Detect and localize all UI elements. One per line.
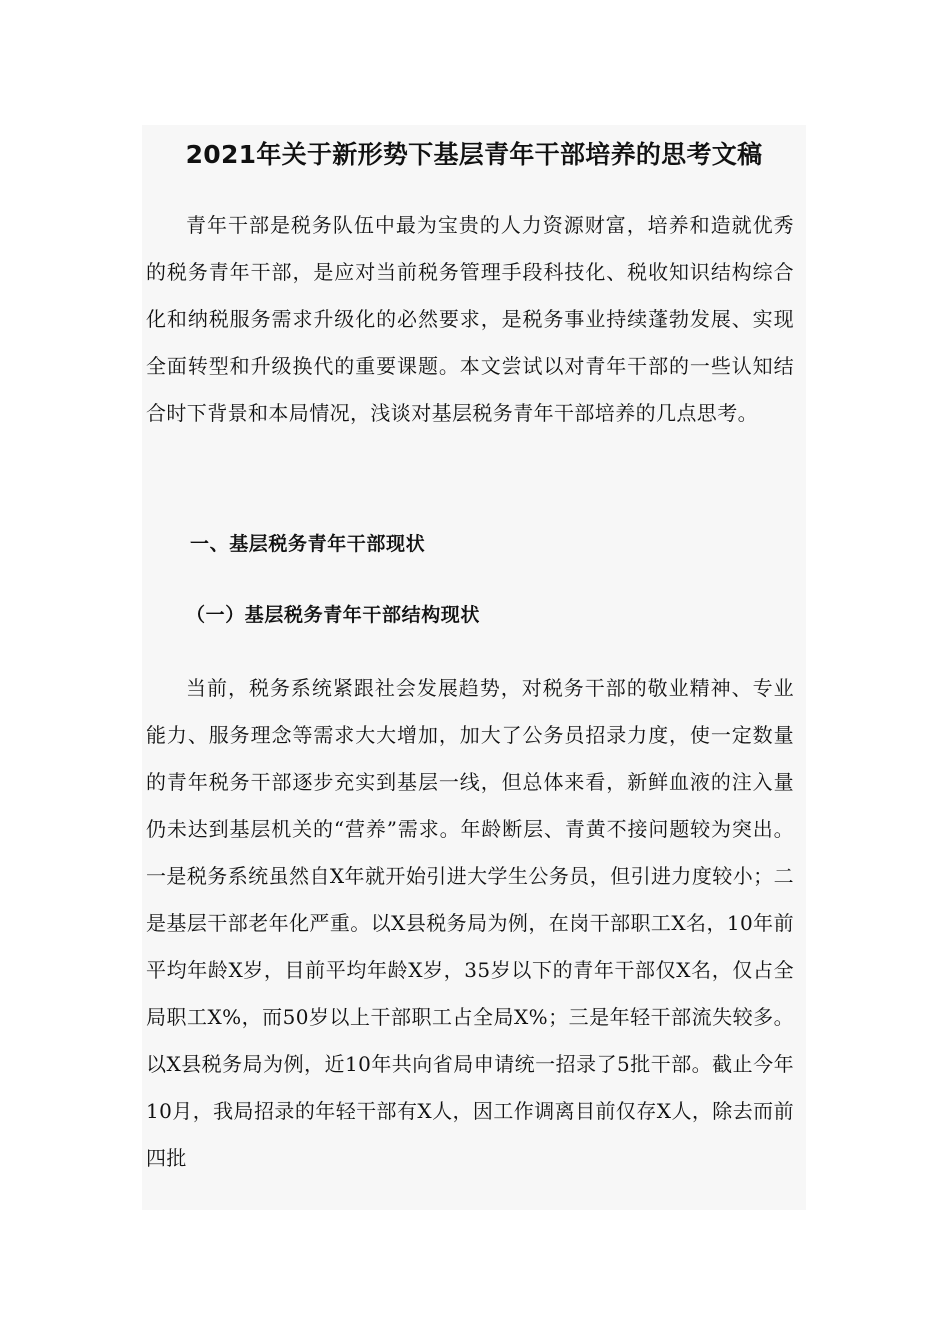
section-heading: 一、基层税务青年干部现状 <box>190 533 426 555</box>
subsection-heading: （一）基层税务青年干部结构现状 <box>186 604 481 626</box>
intro-paragraph: 青年干部是税务队伍中最为宝贵的人力资源财富，培养和造就优秀的税务青年干部，是应对当前税务管理手段科技化、税收知识结构综合化和纳税服务需求升级化的必然要求，是税务事业持续蓬勃发展、实现全面转型和升级换代的重要课题。本文尝试以对青年干部的一些认知结合时下背景和本局情况，浅谈对基层税务青年干部培养的几点思考。 <box>146 213 794 425</box>
document-page <box>142 125 806 1210</box>
body-paragraph: 当前，税务系统紧跟社会发展趋势，对税务干部的敬业精神、专业能力、服务理念等需求大大增加，加大了公务员招录力度，使一定数量的青年税务干部逐步充实到基层一线，但总体来看，新鲜血液的注入量仍未达到基层机关的“营养”需求。年龄断层、青黄不接问题较为突出。一是税务系统虽然自X年就开始引进大学生公务员，但引进力度较小；二是基层干部老年化严重。以X县税务局为例，在岗干部职工X名，10年前平均年龄X岁，目前平均年龄X岁，35岁以下的青年干部仅X名，仅占全局职工X%，而50岁以上干部职工占全局X%；三是年轻干部流失较多。以X县税务局为例，近10年共向省局申请统一招录了5批干部。截止今年10月，我局招录的年轻干部有X人，因工作调离目前仅存X人，除去而前四批 <box>146 676 794 1170</box>
document-title: 2021年关于新形势下基层青年干部培养的思考文稿 <box>185 140 763 169</box>
